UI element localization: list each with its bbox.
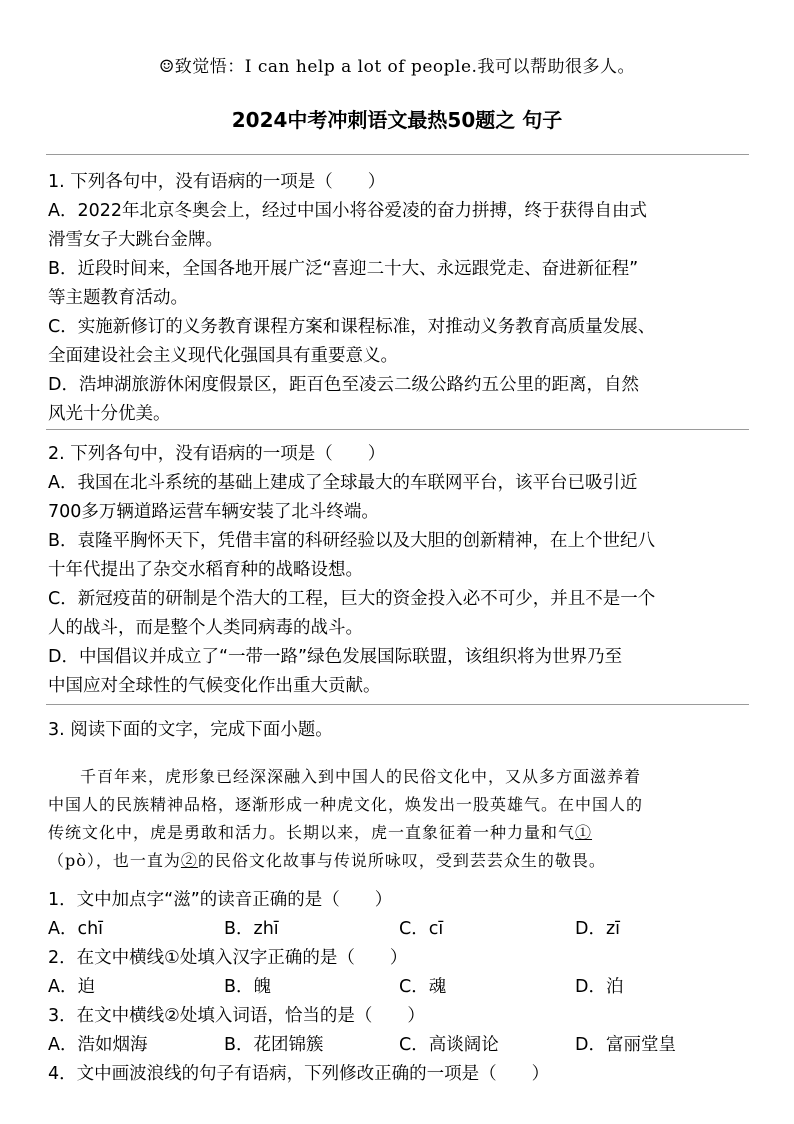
question-1-line: 全面建设社会主义现代化强国具有重要意义。	[48, 346, 398, 366]
passage-line: 千百年来，虎形象已经深深融入到中国人的民俗文化中，又从多方面滋养着	[80, 767, 642, 786]
option-a: A．浩如烟海	[48, 1035, 148, 1055]
question-1-line: A．2022年北京冬奥会上，经过中国小将谷爱凌的奋力拼搏，终于获得自由式	[48, 201, 648, 221]
passage-line	[48, 847, 753, 875]
question-1-line: 风光十分优美。	[48, 404, 171, 424]
question-2-line: D．中国倡议并成立了“一带一路”绿色发展国际联盟，该组织将为世界乃至	[48, 647, 623, 667]
option-d: D．zī	[575, 919, 621, 939]
question-2-stem: 2. 下列各句中，没有语病的一项是（ ）	[48, 444, 386, 464]
divider-q1-q2	[46, 429, 749, 430]
question-1-line: 等主题教育活动。	[48, 288, 188, 308]
question-3	[48, 716, 748, 745]
question-1	[48, 168, 748, 429]
question-2-line: B．袁隆平胸怀天下，凭借丰富的科研经验以及大胆的创新精神，在上个世纪八	[48, 531, 656, 551]
question-2-line: 700多万辆道路运营车辆安装了北斗终端。	[48, 502, 379, 522]
question-1-line: C．实施新修订的义务教育课程方案和课程标准，对推动义务教育高质量发展、	[48, 317, 656, 337]
sub-question-4-stem: 4．文中画波浪线的句子有语病，下列修改正确的一项是（ ）	[48, 1064, 550, 1084]
option-b: B．花团锦簇	[224, 1035, 324, 1055]
passage-line-start: （pò），也一直为	[48, 851, 181, 870]
option-d: D．泊	[575, 977, 624, 997]
passage-line: 中国人的民族精神品格，逐渐形成一种虎文化，焕发出一股英雄气。在中国人的	[48, 795, 644, 814]
option-d: D．富丽堂皇	[575, 1035, 676, 1055]
question-2	[48, 440, 748, 701]
question-2-line: 人的战斗，而是整个人类同病毒的战斗。	[48, 618, 363, 638]
question-1-line: B．近段时间来，全国各地开展广泛“喜迎二十大、永远跟党走、奋进新征程”	[48, 259, 639, 279]
question-2-line: C．新冠疫苗的研制是个浩大的工程，巨大的资金投入必不可少，并且不是一个	[48, 589, 656, 609]
blank-1-marker: ①	[575, 823, 593, 842]
reading-passage	[48, 763, 753, 875]
sub-question-2-stem: 2．在文中横线①处填入汉字正确的是（ ）	[48, 948, 408, 968]
passage-line-text: 传统文化中，虎是勇敢和活力。长期以来，虎一直象征着一种力量和气	[48, 823, 576, 842]
option-b: B．zhī	[224, 919, 279, 939]
question-1-stem: 1. 下列各句中，没有语病的一项是（ ）	[48, 172, 386, 192]
sub-question-1-stem: 1．文中加点字“滋”的读音正确的是（ ）	[48, 890, 393, 910]
sub-question-1-options	[48, 915, 748, 944]
option-a: A．chī	[48, 919, 104, 939]
option-b: B．魄	[224, 977, 272, 997]
sub-question-2-options	[48, 973, 748, 1002]
question-3-stem: 3. 阅读下面的文字，完成下面小题。	[48, 720, 333, 740]
divider-q2-q3	[46, 704, 749, 705]
sub-question-3-stem: 3．在文中横线②处填入词语，恰当的是（ ）	[48, 1006, 425, 1026]
question-2-line: 十年代提出了杂交水稻育种的战略设想。	[48, 560, 363, 580]
question-1-line: D．浩坤湖旅游休闲度假景区，距百色至凌云二级公路约五公里的距离，自然	[48, 375, 639, 395]
document-title: 2024中考冲刺语文最热50题之 句子	[231, 108, 563, 132]
passage-line	[48, 819, 753, 847]
option-c: C．cī	[399, 919, 444, 939]
header-motto: ☺致觉悟：I can help a lot of people.我可以帮助很多人。	[159, 57, 635, 77]
question-1-line: 滑雪女子大跳台金牌。	[48, 230, 223, 250]
passage-line-end: 的民俗文化故事与传说所咏叹，受到芸芸众生的敬畏。	[197, 851, 606, 870]
question-2-line: A．我国在北斗系统的基础上建成了全球最大的车联网平台，该平台已吸引近	[48, 473, 638, 493]
sub-question-3-options	[48, 1031, 748, 1060]
option-c: C．高谈阔论	[399, 1035, 499, 1055]
sub-questions	[48, 886, 748, 1089]
question-2-line: 中国应对全球性的气候变化作出重大贡献。	[48, 676, 381, 696]
option-c: C．魂	[399, 977, 447, 997]
blank-2-marker: ②	[180, 851, 198, 870]
option-a: A．迫	[48, 977, 95, 997]
divider-top	[46, 154, 749, 155]
